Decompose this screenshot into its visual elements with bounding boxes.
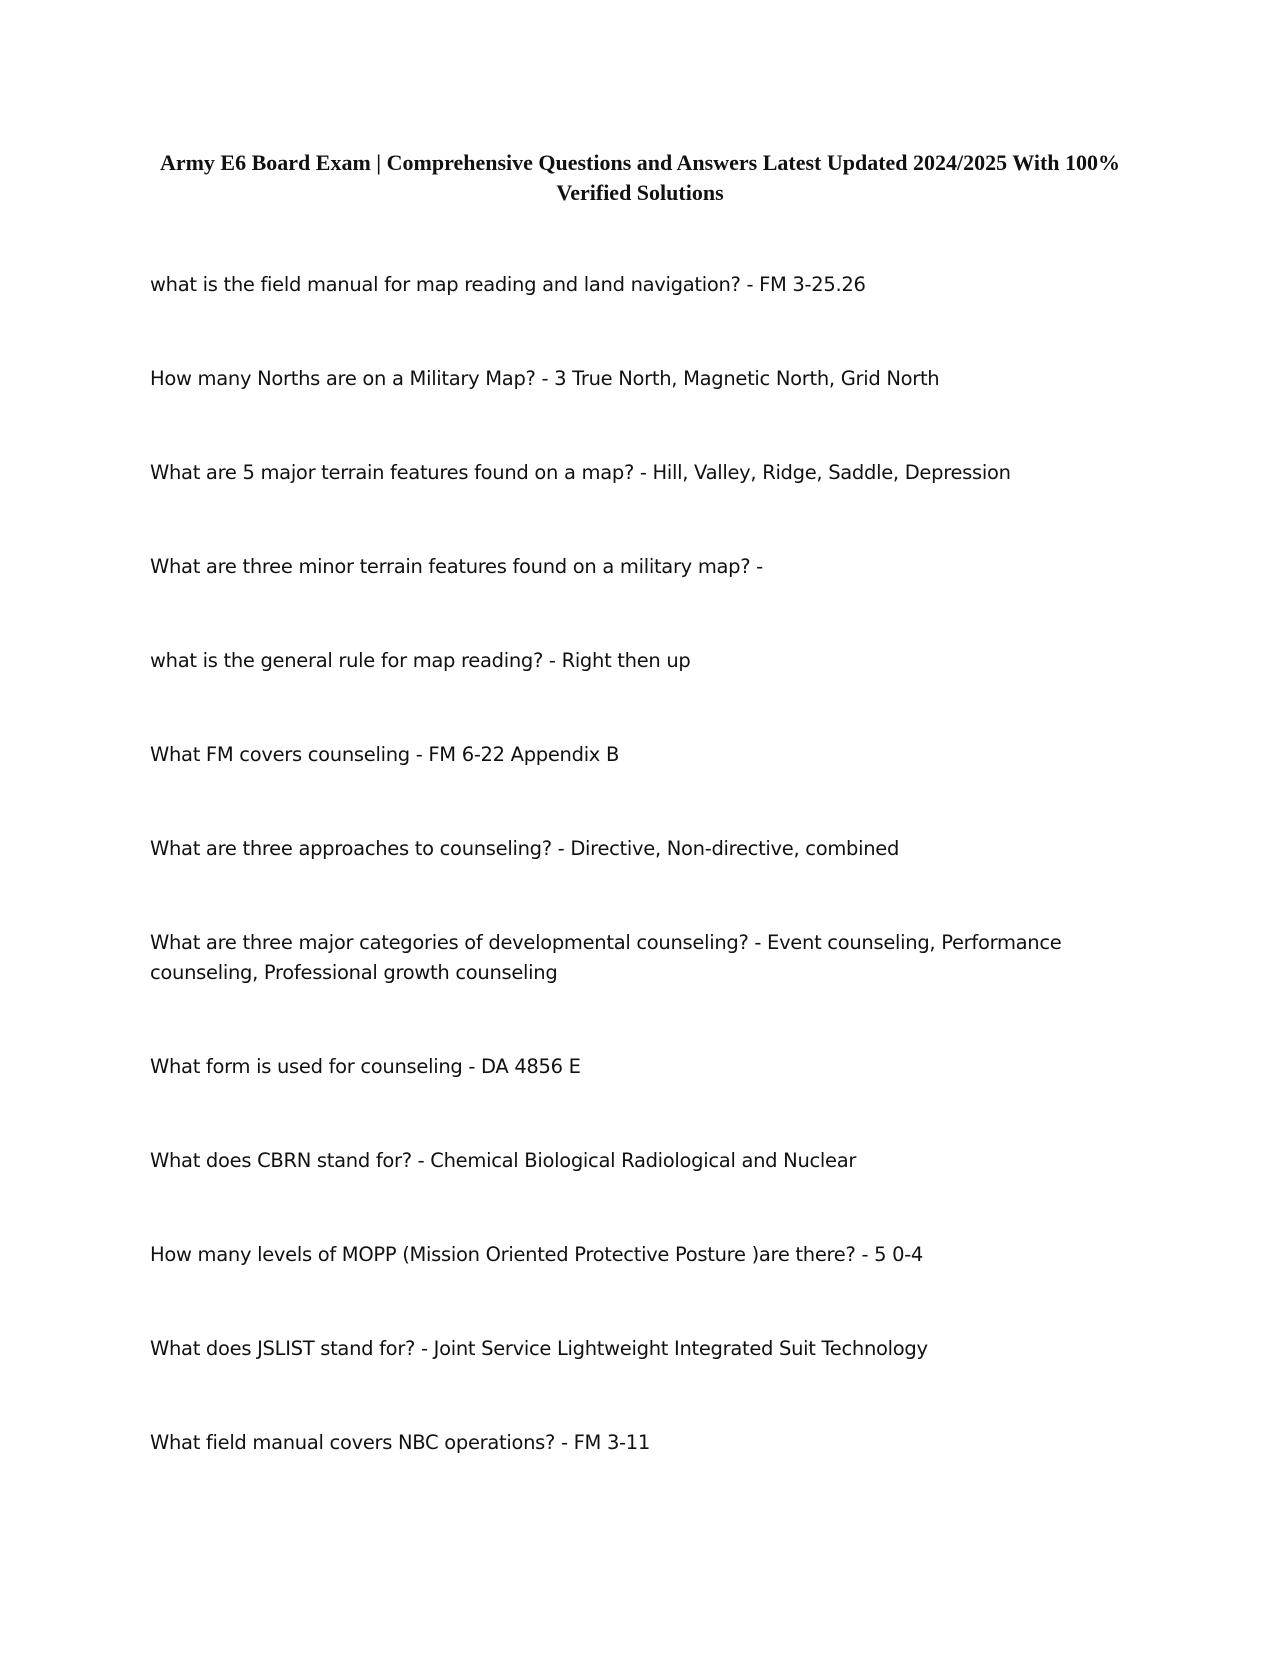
qa-item: what is the field manual for map reading and land navigation? - FM 3-25.26 <box>150 273 866 296</box>
qa-item: How many levels of MOPP (Mission Oriented Protective Posture )are there? - 5 0-4 <box>150 1243 924 1266</box>
qa-item: What are three major categories of developmental counseling? - Event counseling, Performance counseling, Professional growth counseling <box>150 931 1062 984</box>
qa-item: What form is used for counseling - DA 4856 E <box>150 1055 581 1078</box>
qa-item: What does JSLIST stand for? - Joint Service Lightweight Integrated Suit Technology <box>150 1337 928 1360</box>
qa-item: What does CBRN stand for? - Chemical Biological Radiological and Nuclear <box>150 1149 857 1172</box>
qa-item: What are three approaches to counseling? - Directive, Non-directive, combined <box>150 837 900 860</box>
qa-item: what is the general rule for map reading? - Right then up <box>150 649 691 672</box>
qa-item: What FM covers counseling - FM 6-22 Appendix B <box>150 743 620 766</box>
document-title: Army E6 Board Exam | Comprehensive Questions and Answers Latest Updated 2024/2025 With 100% Verified Solutions <box>159 150 1121 205</box>
qa-item: What are 5 major terrain features found on a map? - Hill, Valley, Ridge, Saddle, Depression <box>150 461 1011 484</box>
qa-item: What are three minor terrain features found on a military map? - <box>150 555 763 578</box>
qa-list <box>150 270 1110 1522</box>
qa-item: What field manual covers NBC operations? - FM 3-11 <box>150 1431 650 1454</box>
qa-item: How many Norths are on a Military Map? - 3 True North, Magnetic North, Grid North <box>150 367 940 390</box>
